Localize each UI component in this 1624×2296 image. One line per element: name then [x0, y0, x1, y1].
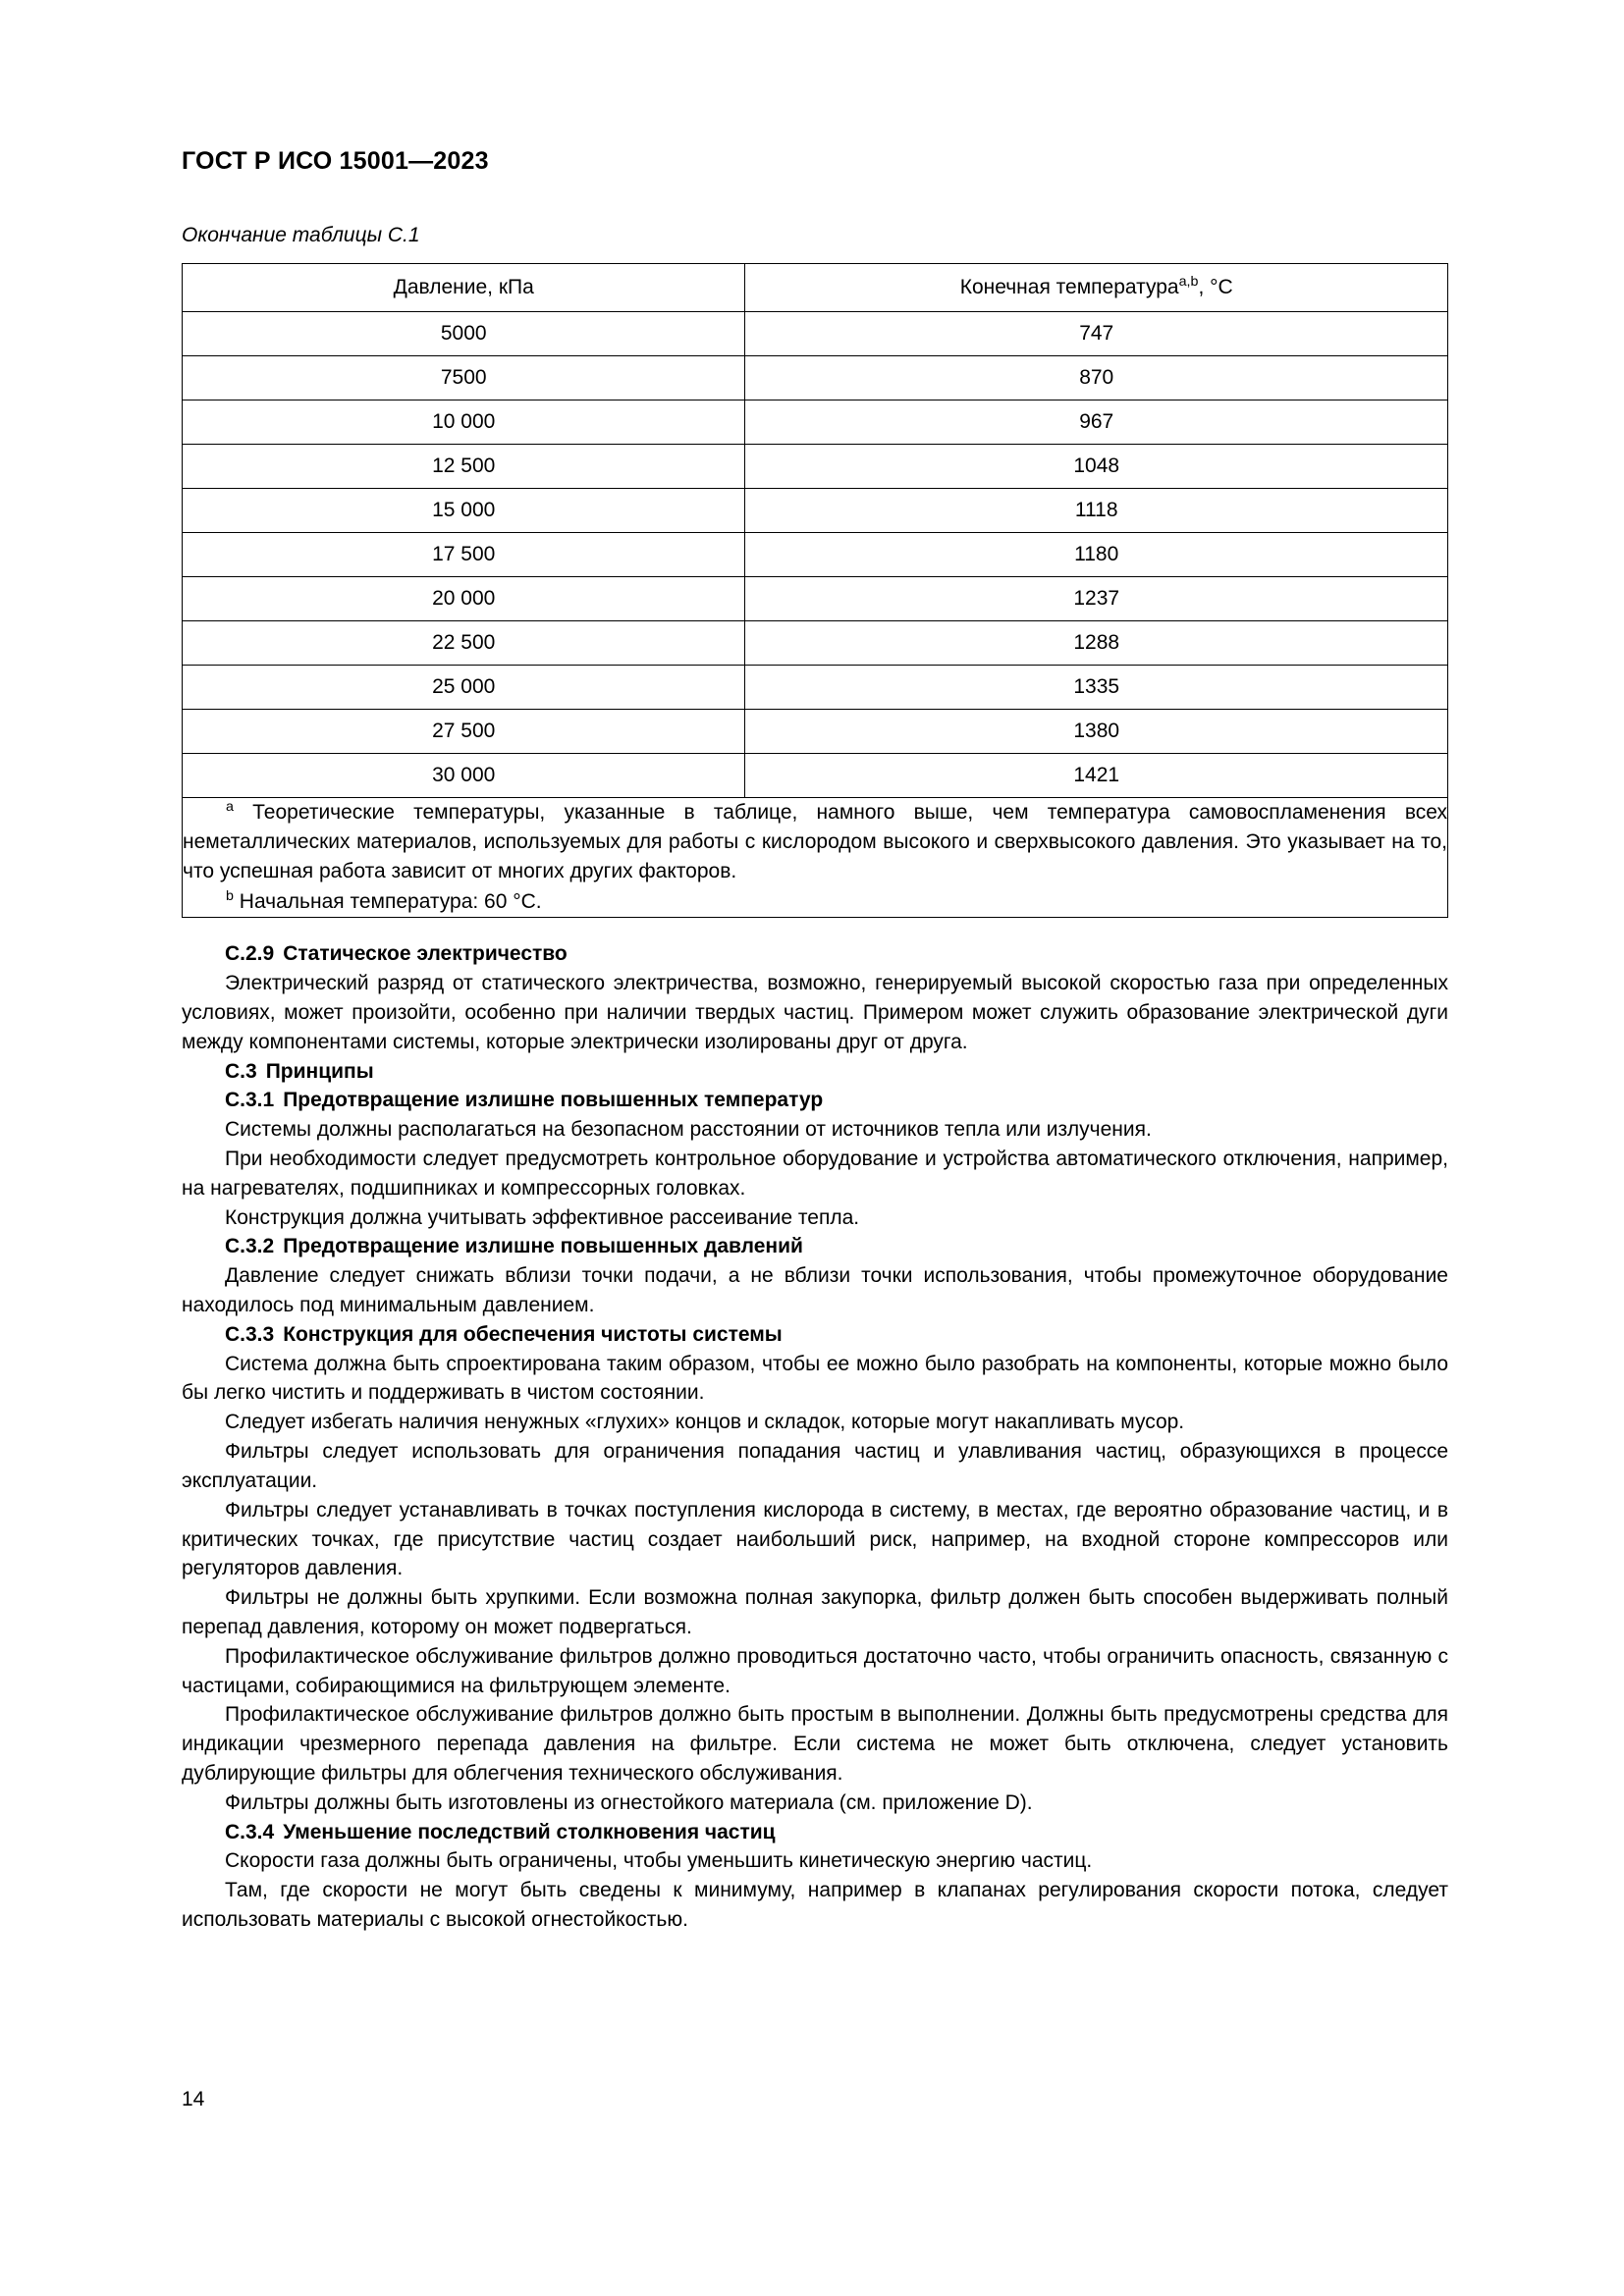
cell-temperature: 967	[745, 400, 1448, 445]
cell-temperature: 870	[745, 356, 1448, 400]
table-note-a	[183, 798, 1447, 885]
cell-pressure: 15 000	[183, 489, 745, 533]
cell-pressure: 27 500	[183, 710, 745, 754]
cell-pressure: 30 000	[183, 754, 745, 798]
heading-c-3-title: Принципы	[265, 1059, 374, 1083]
table-row	[183, 754, 1448, 798]
cell-temperature: 747	[745, 312, 1448, 356]
para-c-3-3-5: Фильтры не должны быть хрупкими. Если возможна полная закупорка, фильтр должен быть способен выдерживать полный перепад давления, которому он может подвергаться.	[182, 1586, 1448, 1638]
cell-pressure: 12 500	[183, 445, 745, 489]
heading-c-2-9-number: С.2.9	[225, 942, 275, 966]
table-row	[183, 400, 1448, 445]
table-row	[183, 489, 1448, 533]
cell-temperature: 1288	[745, 621, 1448, 666]
para-c-3-4-1: Скорости газа должны быть ограничены, чтобы уменьшить кинетическую энергию частиц.	[225, 1849, 1093, 1873]
column-header-temperature	[745, 264, 1448, 312]
heading-c-2-9	[182, 939, 1448, 969]
table-row	[183, 577, 1448, 621]
table-caption: Окончание таблицы С.1	[182, 224, 420, 246]
column-header-temperature-label: Конечная температура	[959, 276, 1179, 299]
heading-c-3-3-number: С.3.3	[225, 1322, 275, 1346]
para-c-3-2-1: Давление следует снижать вблизи точки подачи, а не вблизи точки использования, чтобы промежуточное оборудование находилось под минимальным давлением.	[182, 1264, 1448, 1316]
heading-c-3-4-number: С.3.4	[225, 1820, 275, 1843]
heading-c-3-2-number: С.3.2	[225, 1235, 275, 1258]
heading-c-3-4-title: Уменьшение последствий столкновения частиц	[283, 1820, 776, 1843]
cell-temperature: 1180	[745, 533, 1448, 577]
para-c-3-1-1: Системы должны располагаться на безопасном расстоянии от источников тепла или излучения.	[225, 1118, 1152, 1142]
heading-c-3-1-number: С.3.1	[225, 1089, 275, 1112]
table-note-b-text: Начальная температура: 60 °С.	[239, 890, 542, 914]
cell-temperature: 1335	[745, 666, 1448, 710]
heading-c-3-3	[182, 1320, 1448, 1350]
cell-pressure: 5000	[183, 312, 745, 356]
table-note-a-text: Теоретические температуры, указанные в таблице, намного выше, чем температура самовоспламенения всех неметаллических материалов, используемых для работы с кислородом высокого и сверхвысокого давления. Это указывает на то, что успешная работа зависит от многих других факторов.	[183, 801, 1447, 882]
para-c-3-4-2: Там, где скорости не могут быть сведены к минимуму, например в клапанах регулирования скорости потока, следует использовать материалы с высокой огнестойкостью.	[182, 1879, 1448, 1932]
page-number: 14	[182, 2088, 205, 2110]
page-content	[182, 0, 1448, 1935]
table-notes-row	[183, 798, 1448, 918]
cell-pressure: 7500	[183, 356, 745, 400]
table-row	[183, 356, 1448, 400]
para-c-3-3-2: Следует избегать наличия ненужных «глухих» концов и складок, которые могут накапливать мусор.	[225, 1411, 1185, 1434]
para-c-3-3-4: Фильтры следует устанавливать в точках поступления кислорода в систему, в местах, где вероятно образование частиц, и в критических точках, где присутствие частиц создает наибольший риск, например, на входной стороне компрессоров или регуляторов давления.	[182, 1498, 1448, 1580]
column-header-pressure: Давление, кПа	[183, 264, 745, 312]
para-c-3-1-2: При необходимости следует предусмотреть контрольное оборудование и устройства автоматического отключения, например, на нагревателях, подшипниках и компрессорных головках.	[182, 1147, 1448, 1200]
table-row	[183, 621, 1448, 666]
para-c-3-3-6: Профилактическое обслуживание фильтров должно проводиться достаточно часто, чтобы ограничить опасность, связанную с частицами, собирающимися на фильтрующем элементе.	[182, 1644, 1448, 1697]
table-notes	[183, 798, 1448, 918]
cell-pressure: 20 000	[183, 577, 745, 621]
para-c-3-3-7: Профилактическое обслуживание фильтров должно быть простым в выполнении. Должны быть предусмотрены средства для индикации чрезмерного перепада давления на фильтре. Если система не может быть отключена, следует установить дублирующие фильтры для облегчения технического обслуживания.	[182, 1703, 1448, 1785]
para-c-3-3-8: Фильтры должны быть изготовлены из огнестойкого материала (см. приложение D).	[225, 1790, 1033, 1814]
heading-c-3-2-title: Предотвращение излишне повышенных давлений	[283, 1235, 803, 1258]
heading-c-3-1-title: Предотвращение излишне повышенных температур	[283, 1089, 824, 1112]
cell-pressure: 10 000	[183, 400, 745, 445]
table-row	[183, 445, 1448, 489]
body-text	[182, 939, 1448, 1935]
heading-c-3-1	[182, 1086, 1448, 1115]
heading-c-3-number: С.3	[225, 1059, 257, 1083]
table-row	[183, 710, 1448, 754]
column-header-temperature-unit: , °С	[1198, 276, 1233, 299]
cell-pressure: 17 500	[183, 533, 745, 577]
para-c-3-3-1: Система должна быть спроектирована таким образом, чтобы ее можно было разобрать на компоненты, которые можно было бы легко чистить и поддерживать в чистом состоянии.	[182, 1352, 1448, 1405]
heading-c-3	[182, 1057, 1448, 1087]
para-c-2-9-1: Электрический разряд от статического электричества, возможно, генерируемый высокой скоростью газа при определенных условиях, может произойти, особенно при наличии твердых частиц. Примером может служить образование электрической дуги между компонентами системы, которые электрически изолированы друг от друга.	[182, 972, 1448, 1053]
heading-c-2-9-title: Статическое электричество	[283, 942, 568, 966]
heading-c-3-4	[182, 1818, 1448, 1847]
heading-c-3-2	[182, 1232, 1448, 1261]
table-row	[183, 312, 1448, 356]
para-c-3-3-3: Фильтры следует использовать для ограничения попадания частиц и улавливания частиц, образующихся в процессе эксплуатации.	[182, 1440, 1448, 1492]
table-row	[183, 666, 1448, 710]
table-body	[183, 312, 1448, 918]
heading-c-3-3-title: Конструкция для обеспечения чистоты системы	[283, 1322, 783, 1346]
para-c-3-1-3: Конструкция должна учитывать эффективное рассеивание тепла.	[225, 1205, 860, 1229]
table-note-b	[183, 887, 1447, 917]
table-row	[183, 533, 1448, 577]
table-c1	[182, 263, 1448, 918]
table-header-row	[183, 264, 1448, 312]
cell-pressure: 22 500	[183, 621, 745, 666]
table-note-a-mark: a	[226, 799, 234, 815]
cell-pressure: 25 000	[183, 666, 745, 710]
cell-temperature: 1048	[745, 445, 1448, 489]
cell-temperature: 1380	[745, 710, 1448, 754]
footnote-ref-ab: a,b	[1178, 274, 1199, 291]
cell-temperature: 1118	[745, 489, 1448, 533]
table-note-b-mark: b	[226, 888, 234, 905]
cell-temperature: 1421	[745, 754, 1448, 798]
cell-temperature: 1237	[745, 577, 1448, 621]
running-head: ГОСТ Р ИСО 15001—2023	[182, 147, 489, 175]
